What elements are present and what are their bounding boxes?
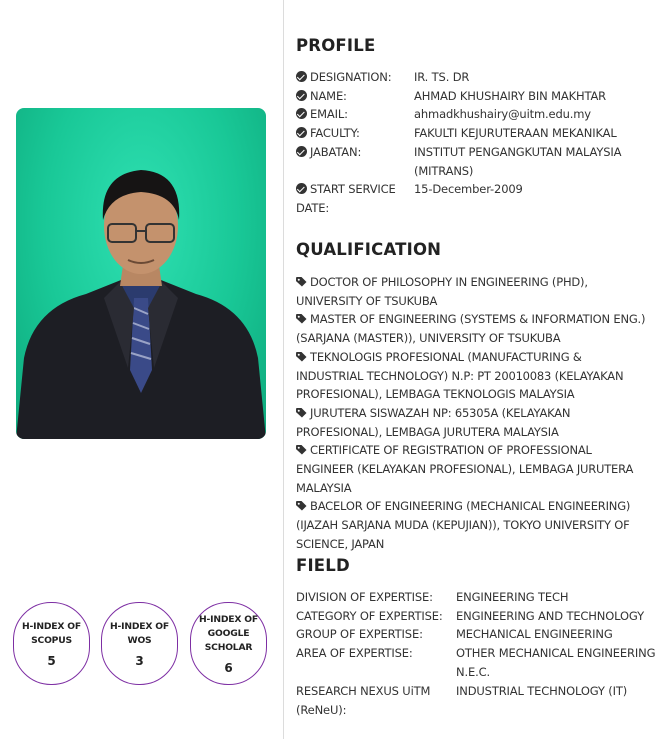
check-circle-icon — [296, 146, 307, 157]
check-circle-icon — [296, 108, 307, 119]
tag-icon — [296, 408, 307, 418]
qualification-list — [296, 273, 651, 554]
check-circle-icon — [296, 90, 307, 101]
qualification-item: BACELOR OF ENGINEERING (MECHANICAL ENGINEERING) (IJAZAH SARJANA MUDA (KEPUJIAN)), TOKYO UNIVERSITY OF SCIENCE, JAPAN — [296, 499, 631, 551]
research-nexus-value: INDUSTRIAL TECHNOLOGY (IT) — [456, 684, 628, 698]
tag-icon — [296, 501, 307, 511]
division-value: ENGINEERING TECH — [456, 590, 569, 604]
faculty-value: FAKULTI KEJURUTERAAN MEKANIKAL — [414, 126, 617, 140]
designation-value: IR. TS. DR — [414, 70, 470, 84]
h-index-scopus — [13, 602, 90, 685]
research-nexus-label-line-2: (ReNeU): — [296, 703, 347, 717]
start-service-value: 15-December-2009 — [414, 182, 523, 196]
profile-heading: PROFILE — [296, 36, 376, 55]
jabatan-value-line-1: INSTITUT PENGANGKUTAN MALAYSIA — [414, 145, 622, 159]
category-label: CATEGORY OF EXPERTISE: — [296, 609, 443, 623]
field-heading: FIELD — [296, 556, 350, 575]
name-label: NAME: — [296, 89, 347, 103]
h-index-wos — [101, 602, 178, 685]
area-value-line-1: OTHER MECHANICAL ENGINEERING — [456, 646, 656, 660]
profile-photo — [16, 108, 266, 439]
category-value: ENGINEERING AND TECHNOLOGY — [456, 609, 644, 623]
jabatan-value-line-2: (MITRANS) — [414, 164, 474, 178]
tag-icon — [296, 445, 307, 455]
name-value: AHMAD KHUSHAIRY BIN MAKHTAR — [414, 89, 607, 103]
email-label: EMAIL: — [296, 107, 348, 121]
h-index-wos-value: 3 — [135, 653, 144, 668]
h-index-google-scholar-value: 6 — [224, 660, 233, 675]
qualification-item: MASTER OF ENGINEERING (SYSTEMS & INFORMATION ENG.) (SARJANA (MASTER)), UNIVERSITY OF TSUKUBA — [296, 312, 646, 346]
qualification-heading: QUALIFICATION — [296, 240, 442, 259]
group-value: MECHANICAL ENGINEERING — [456, 627, 613, 641]
group-label: GROUP OF EXPERTISE: — [296, 627, 423, 641]
tag-icon — [296, 352, 307, 362]
check-circle-icon — [296, 183, 307, 194]
check-circle-icon — [296, 127, 307, 138]
h-index-wos-label: H-INDEX OF WOS — [110, 620, 169, 646]
h-index-google-scholar-label: H-INDEX OF GOOGLE SCHOLAR — [199, 613, 258, 653]
column-divider — [283, 0, 284, 739]
qualification-item: DOCTOR OF PHILOSOPHY IN ENGINEERING (PHD), UNIVERSITY OF TSUKUBA — [296, 275, 588, 308]
tag-icon — [296, 314, 307, 324]
qualification-item: JURUTERA SISWAZAH NP: 65305A (KELAYAKAN PROFESIONAL), LEMBAGA JURUTERA MALAYSIA — [296, 405, 571, 439]
h-index-google-scholar — [190, 602, 267, 685]
designation-label: DESIGNATION: — [296, 70, 391, 84]
start-service-label: START SERVICE — [296, 182, 396, 196]
qualification-item: TEKNOLOGIS PROFESIONAL (MANUFACTURING & INDUSTRIAL TECHNOLOGY) N.P: PT 20010083 (KELAYAKAN PROFESIONAL), LEMBAGA TEKNOLOGIS MALAYSIA — [296, 349, 624, 402]
jabatan-label: JABATAN: — [296, 145, 361, 159]
email-value[interactable]: ahmadkhushairy@uitm.edu.my — [414, 107, 591, 121]
h-index-scopus-label: H-INDEX OF SCOPUS — [22, 620, 81, 646]
start-service-label-line-2: DATE: — [296, 201, 330, 215]
area-label: AREA OF EXPERTISE: — [296, 646, 413, 660]
h-index-scopus-value: 5 — [47, 653, 56, 668]
qualification-item: CERTIFICATE OF REGISTRATION OF PROFESSIONAL ENGINEER (KELAYAKAN PROFESIONAL), LEMBAGA JURUTERA MALAYSIA — [296, 443, 634, 495]
tag-icon — [296, 277, 307, 287]
faculty-label: FACULTY: — [296, 126, 360, 140]
check-circle-icon — [296, 71, 307, 82]
area-value-line-2: N.E.C. — [456, 665, 490, 679]
division-label: DIVISION OF EXPERTISE: — [296, 590, 433, 604]
research-nexus-label: RESEARCH NEXUS UiTM — [296, 684, 431, 698]
